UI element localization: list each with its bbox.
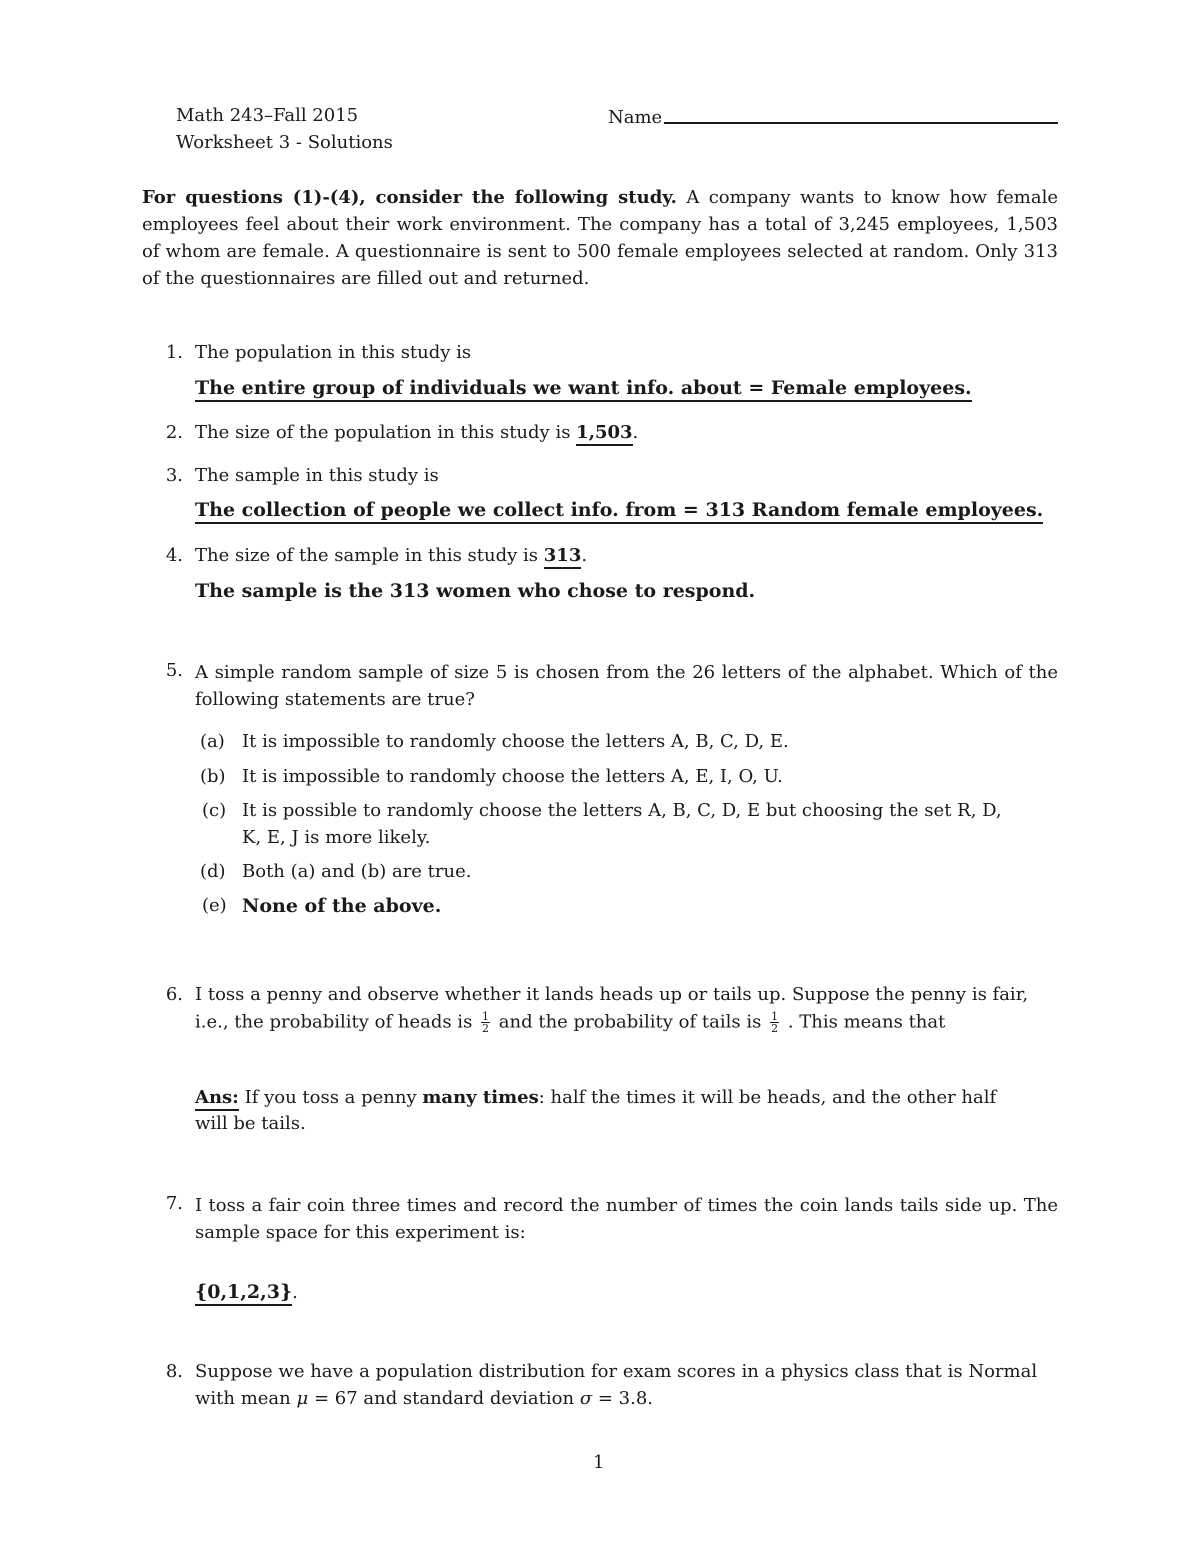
q7-end: .: [292, 1282, 298, 1303]
q2-answer: 1,503: [576, 422, 632, 446]
course-title: Math 243–Fall 2015: [176, 105, 359, 126]
q4-note: The sample is the 313 women who chose to respond.: [195, 580, 756, 602]
q5-text: A simple random sample of size 5 is chosen from the 26 letters of the alphabet. Which of the following statements are true?: [195, 662, 1058, 710]
q5-option-b: It is impossible to randomly choose the letters A, E, I, O, U.: [242, 766, 783, 787]
q1-text: The population in this study is: [195, 342, 472, 363]
q5-option-e-label: (e): [202, 895, 227, 916]
q5-option-e: None of the above.: [242, 895, 442, 917]
q2-text: The size of the population in this study is: [195, 422, 571, 443]
q2-number: 2.: [165, 422, 183, 443]
q6-ans-c: : half the times it will be heads, and the other half: [538, 1087, 997, 1108]
name-blank-line[interactable]: [664, 122, 1058, 124]
q5-option-b-label: (b): [200, 766, 226, 787]
q6-ans-b: many times: [422, 1087, 539, 1108]
q6-line2a: i.e., the probability of heads is: [195, 1011, 473, 1033]
q3-answer: The collection of people we collect info. from = 313 Random female employees.: [195, 499, 1043, 524]
q8-line2a: with mean: [195, 1388, 291, 1409]
fraction-half-tails: $\frac{1}{2}$: [771, 1010, 779, 1035]
intro-text: A company wants to know how female employees feel about their work environment. The company has a total of 3,245 employees, 1,503 of whom are female. A questionnaire is sent to 500 female employees selected at random. Only 313 of the questionnaires are filled out and returned.: [142, 187, 1058, 289]
q2-end: .: [632, 422, 639, 443]
q7-text: I toss a fair coin three times and record the number of times the coin lands tails side up. The sample space for this experiment is:: [195, 1195, 1058, 1243]
q4-answer: 313: [544, 545, 582, 569]
q6-number: 6.: [165, 984, 183, 1005]
fraction-half-heads: $\frac{1}{2}$: [482, 1010, 490, 1035]
q8-line2: [195, 1388, 653, 1409]
q6-line2c: . This means that: [787, 1011, 946, 1033]
q8-eq1: = 67 and standard deviation: [313, 1388, 575, 1409]
q6-line2: [195, 1011, 945, 1034]
q8-line1: Suppose we have a population distribution for exam scores in a physics class that is Normal: [195, 1361, 1038, 1382]
q7-answer-line: [195, 1281, 298, 1303]
q6-line1: I toss a penny and observe whether it lands heads up or tails up. Suppose the penny is fair,: [195, 984, 1029, 1005]
q5-option-d-label: (d): [200, 861, 226, 882]
q5-option-c: It is possible to randomly choose the letters A, B, C, D, E but choosing the set R, D,: [242, 800, 1002, 821]
q3-number: 3.: [165, 465, 183, 486]
q3-text: The sample in this study is: [195, 465, 439, 486]
q1-answer: The entire group of individuals we want info. about = Female employees.: [195, 377, 972, 402]
mu-symbol: μ: [296, 1388, 309, 1409]
q5-option-c-cont: K, E, J is more likely.: [242, 827, 431, 848]
q1-number: 1.: [165, 342, 183, 363]
q8-eq2: = 3.8.: [597, 1388, 654, 1409]
worksheet-title: Worksheet 3 - Solutions: [176, 132, 393, 153]
q5-option-a-label: (a): [200, 731, 225, 752]
q6-ans-label: Ans:: [195, 1087, 239, 1111]
q6-answer-line1: [195, 1087, 996, 1108]
q6-ans-d: will be tails.: [195, 1113, 306, 1134]
q8-number: 8.: [165, 1361, 183, 1382]
sigma-symbol: σ: [579, 1388, 593, 1409]
q7-answer: {0,1,2,3}: [195, 1281, 292, 1306]
q4-text: The size of the sample in this study is: [195, 545, 539, 566]
page-number: 1: [593, 1452, 605, 1473]
intro-paragraph: [142, 184, 1058, 292]
q7-number: 7.: [165, 1193, 183, 1214]
q4-number: 4.: [165, 545, 183, 566]
q4-line: [195, 545, 587, 566]
q2-line: [195, 422, 638, 443]
q6-line2b: and the probability of tails is: [498, 1011, 762, 1033]
q5-option-c-label: (c): [202, 800, 227, 821]
q5-number: 5.: [165, 660, 183, 681]
q4-end: .: [581, 545, 588, 566]
q5-option-a: It is impossible to randomly choose the letters A, B, C, D, E.: [242, 731, 789, 752]
intro-lead: For questions (1)-(4), consider the following study.: [142, 187, 677, 208]
name-label: Name: [608, 107, 663, 128]
q6-ans-a: If you toss a penny: [244, 1087, 417, 1108]
q5-option-d: Both (a) and (b) are true.: [242, 861, 472, 882]
